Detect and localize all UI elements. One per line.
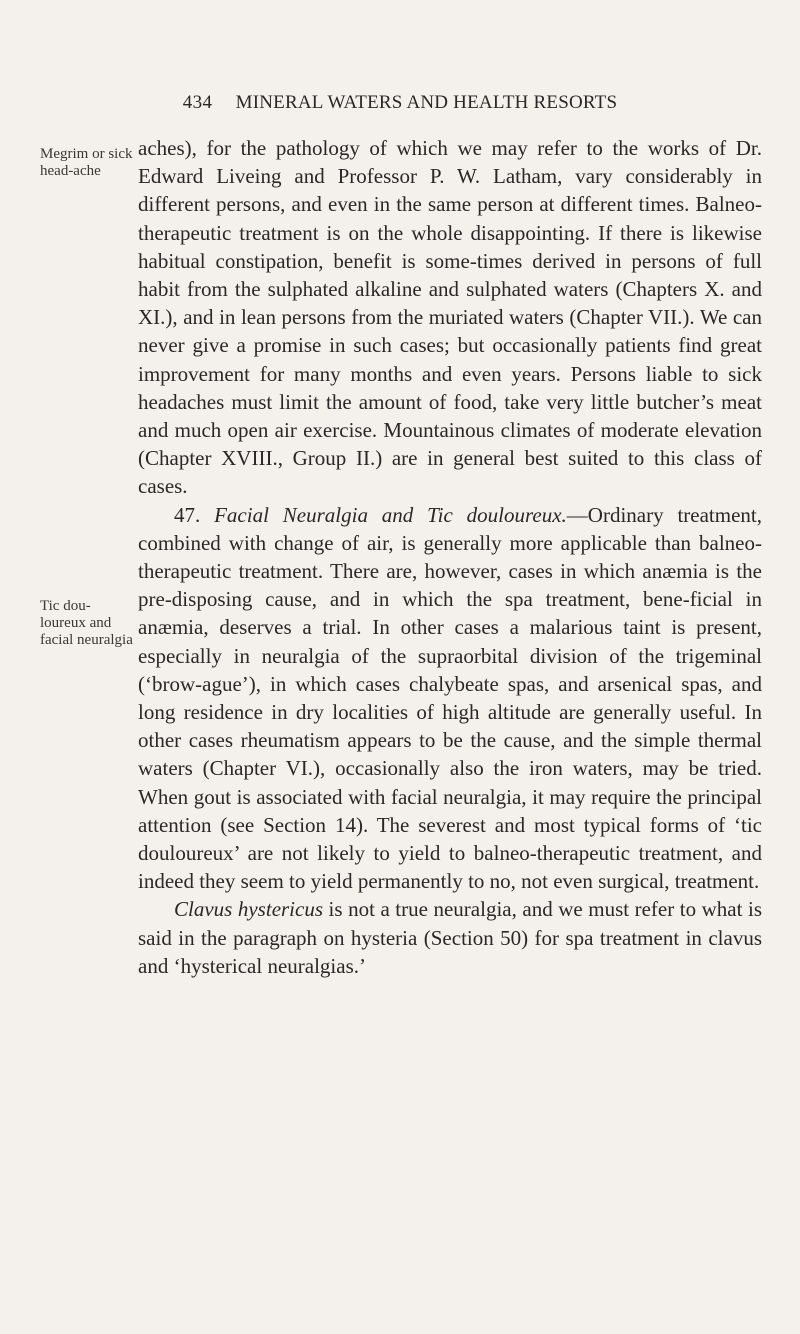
section-heading: Facial Neuralgia and Tic douloureux. (214, 502, 567, 527)
paragraph-megrim: aches), for the pathology of which we may refer to the works of Dr. Edward Liveing and Professor P. W. Latham, vary considerably in different persons, and even in the same person at different times. Balneo-therapeutic treatment is on the whole disappointing. If there is likewise habitual constipation, benefit is some-times derived in persons of full habit from the sulphated alkaline and sulphated waters (Chapters X. and XI.), and in lean persons from the muriated waters (Chapter VII.). We can never give a promise in such cases; but occasionally patients find great improvement for many months and even years. Persons liable to sick headaches must limit the amount of food, take very little butcher’s meat and much open air exercise. Mountainous climates of moderate elevation (Chapter XVIII., Group II.) are in general best suited to this class of cases. (138, 136, 762, 499)
clavus-body: is not a true neuralgia, and we must refer to what is said in the paragraph on hysteria (Section 50) for spa treatment in clavus and ‘hysterical neuralgias.’ (138, 897, 762, 978)
paragraph-facial-neuralgia (138, 501, 762, 896)
running-title: MINERAL WATERS AND HEALTH RESORTS (235, 92, 618, 113)
section-body: —Ordinary treatment, combined with change of air, is generally more applicable than balneo-therapeutic treatment. There are, however, cases in which anæmia is the pre-disposing cause, and in which the spa treatment, bene-ficial in anæmia, deserves a trial. In other cases a malarious taint is present, especially in neuralgia of the supraorbital division of the trigeminal (‘brow-ague’), in which cases chalybeate spas, and arsenical spas, and long residence in dry localities of high altitude are generally useful. In other cases rheumatism appears to be the cause, and the simple thermal waters (Chapter VI.), occasionally also the iron waters, may be tried. When gout is associated with facial neuralgia, it may require the principal attention (see Section 14). The severest and most typical forms of ‘tic douloureux’ are not likely to yield to balneo-therapeutic treatment, and indeed they seem to yield permanently to no, not even surgical, treatment. (138, 502, 762, 894)
margin-note-tic-douloureux: Tic dou-loureux and facial neuralgia (40, 598, 133, 648)
page-number: 434 (182, 92, 213, 113)
running-head (0, 92, 800, 114)
body-text (138, 134, 762, 980)
margin-note-megrim: Megrim or sick head-ache (40, 146, 133, 179)
section-number: 47. (174, 502, 201, 527)
paragraph-clavus (138, 895, 762, 980)
clavus-heading: Clavus hystericus (174, 897, 324, 922)
